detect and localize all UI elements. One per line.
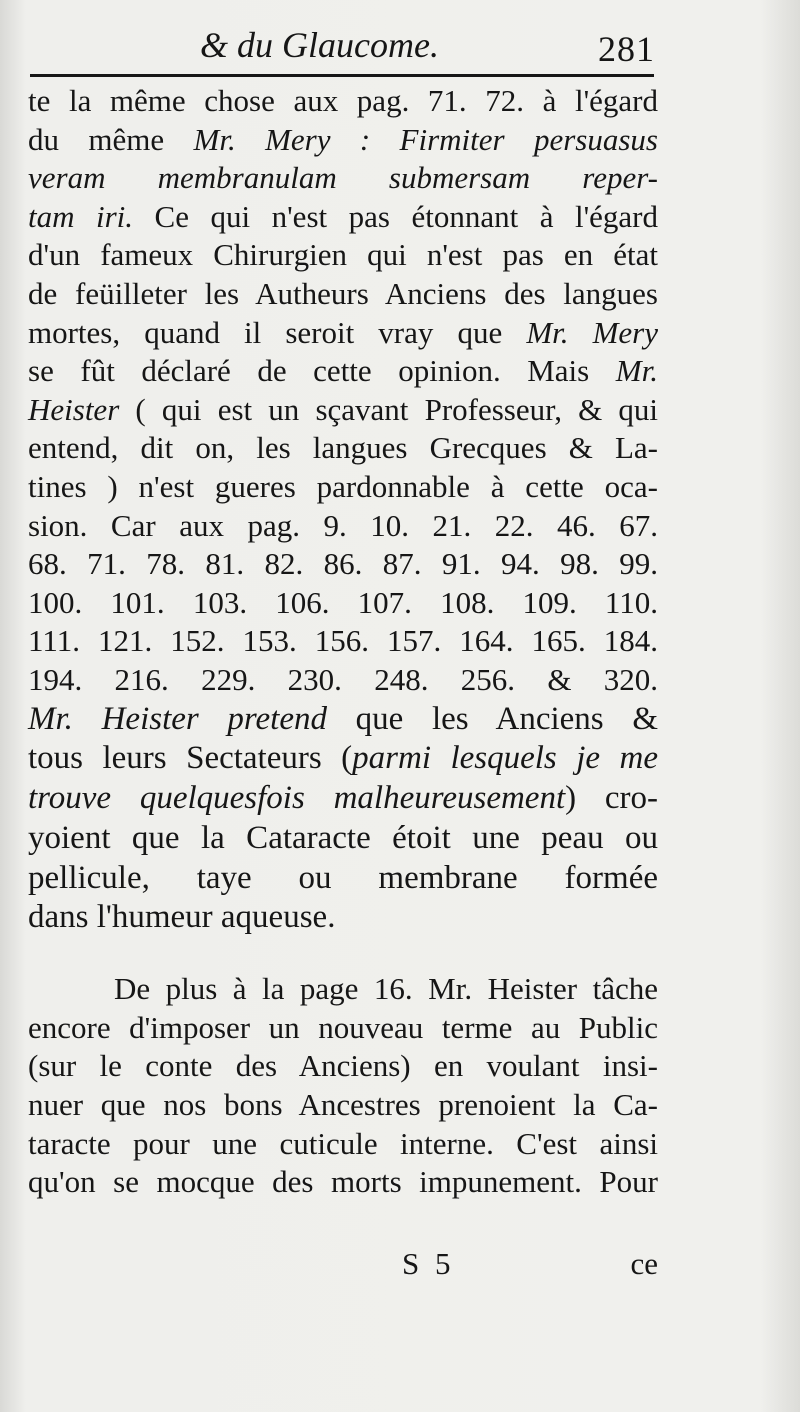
text-line xyxy=(28,236,658,275)
text-segment: 68. 71. 78. 81. 82. 86. 87. 91. 94. 98. 99. xyxy=(28,546,658,582)
signature-mark: S 5 xyxy=(402,1246,455,1281)
text-line xyxy=(28,82,658,121)
catchword: ce xyxy=(630,1246,658,1281)
italic-segment: parmi lesquels je me xyxy=(352,740,658,777)
text-line xyxy=(28,352,658,391)
text-segment: d'un fameux Chirurgien qui n'est pas en état xyxy=(28,237,658,273)
text-line xyxy=(28,121,658,160)
italic-segment: Mr. Heister pretend xyxy=(28,700,327,737)
body-text xyxy=(28,82,658,1202)
page-number: 281 xyxy=(598,29,655,69)
text-line xyxy=(28,507,658,546)
italic-segment: Mr. Mery : Firmiter persuasus xyxy=(193,121,658,157)
text-segment: tous leurs Sectateurs ( xyxy=(28,740,353,777)
text-segment: pellicule, taye ou membrane formée xyxy=(28,859,658,896)
text-segment: qu'on se mocque des morts impunement. Pour xyxy=(28,1164,658,1200)
text-line xyxy=(28,859,658,899)
text-line xyxy=(28,1009,658,1048)
italic-segment: Mr. Mery xyxy=(526,314,658,350)
text-segment: que les Anciens & xyxy=(327,700,658,737)
text-line xyxy=(28,1086,658,1125)
text-segment: 194. 216. 229. 230. 248. 256. & 320. xyxy=(28,661,658,697)
text-line xyxy=(28,779,658,819)
paragraph-2 xyxy=(28,970,658,1202)
italic-segment: trouve quelquesfois malheureusement xyxy=(28,780,566,817)
text-line xyxy=(28,700,658,740)
text-segment: entend, dit on, les langues Grecques & La- xyxy=(28,430,658,466)
text-segment: dans l'humeur aqueuse. xyxy=(28,899,336,936)
italic-segment: Heister xyxy=(28,391,120,427)
text-line xyxy=(28,1047,658,1086)
text-line xyxy=(28,468,658,507)
text-segment: mortes, quand il seroit vray que xyxy=(28,314,527,350)
text-line xyxy=(28,584,658,623)
page-footer xyxy=(28,1244,658,1284)
paragraph-gap xyxy=(28,938,658,970)
text-segment: (sur le conte des Anciens) en voulant insi- xyxy=(28,1048,658,1084)
running-title: & du Glaucome. xyxy=(200,25,439,65)
text-segment: te la même chose aux pag. 71. 72. à l'égard xyxy=(28,83,658,118)
text-line xyxy=(28,391,658,430)
text-segment: sion. Car aux pag. 9. 10. 21. 22. 46. 67. xyxy=(28,507,658,543)
text-line xyxy=(28,545,658,584)
text-line xyxy=(28,819,658,859)
text-line xyxy=(28,970,658,1009)
text-segment: 111. 121. 152. 153. 156. 157. 164. 165. 184. xyxy=(28,623,658,659)
text-line xyxy=(28,275,658,314)
italic-segment: tam iri. xyxy=(28,198,134,234)
text-segment: du même xyxy=(28,121,194,157)
text-line xyxy=(28,314,658,353)
text-line xyxy=(28,159,658,198)
text-line xyxy=(28,622,658,661)
text-line xyxy=(28,1125,658,1164)
text-segment: ( qui est un sçavant Professeur, & qui xyxy=(119,391,658,427)
text-segment: encore d'imposer un nouveau terme au Public xyxy=(28,1009,658,1045)
text-line xyxy=(28,661,658,700)
text-segment: 100. 101. 103. 106. 107. 108. 109. 110. xyxy=(28,584,658,620)
text-segment: de feüilleter les Autheurs Anciens des langues xyxy=(28,275,658,311)
text-line xyxy=(28,739,658,779)
text-segment: nuer que nos bons Ancestres prenoient la Ca- xyxy=(28,1087,658,1123)
paragraph-1 xyxy=(28,82,658,938)
text-line xyxy=(28,198,658,237)
text-segment: ) cro- xyxy=(565,780,658,817)
text-segment: taracte pour une cuticule interne. C'est ainsi xyxy=(28,1125,658,1161)
italic-segment: Mr. xyxy=(615,353,658,389)
text-segment: se fût déclaré de cette opinion. Mais xyxy=(28,353,616,389)
text-line xyxy=(28,898,658,938)
text-segment: tines ) n'est gueres pardonnable à cette oca- xyxy=(28,468,658,504)
text-line xyxy=(28,429,658,468)
text-segment: De plus à la page 16. Mr. Heister tâche xyxy=(114,971,658,1007)
header-rule xyxy=(30,74,654,77)
text-segment: Ce qui n'est pas étonnant à l'égard xyxy=(133,198,658,234)
text-line xyxy=(28,1163,658,1202)
running-head xyxy=(30,18,652,72)
text-segment: yoient que la Cataracte étoit une peau ou xyxy=(28,819,658,856)
italic-segment: veram membranulam submersam reper- xyxy=(28,160,658,196)
